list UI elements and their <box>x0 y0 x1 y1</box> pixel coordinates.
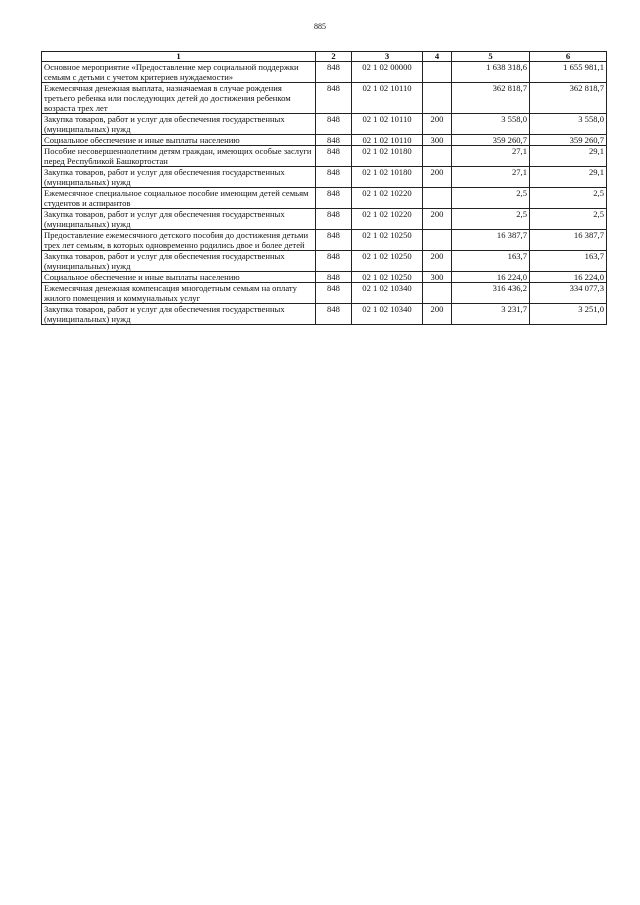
target-article-code: 02 1 02 10250 <box>352 272 423 283</box>
amount-year-2: 334 077,3 <box>530 283 607 304</box>
amount-year-2: 1 655 981,1 <box>530 62 607 83</box>
amount-year-2: 362 818,7 <box>530 83 607 114</box>
ministry-code: 848 <box>316 251 352 272</box>
target-article-code: 02 1 02 10180 <box>352 146 423 167</box>
expense-type-code <box>423 230 452 251</box>
target-article-code: 02 1 02 10340 <box>352 304 423 325</box>
ministry-code: 848 <box>316 83 352 114</box>
item-name: Основное мероприятие «Предоставление мер социальной поддержки семьям с детьми с учетом критериев нуждаемости» <box>42 62 316 83</box>
ministry-code: 848 <box>316 230 352 251</box>
amount-year-1: 359 260,7 <box>452 135 530 146</box>
amount-year-1: 362 818,7 <box>452 83 530 114</box>
column-header: 6 <box>530 52 607 62</box>
target-article-code: 02 1 02 00000 <box>352 62 423 83</box>
amount-year-2: 2,5 <box>530 188 607 209</box>
table-row <box>42 304 607 325</box>
expense-type-code: 200 <box>423 209 452 230</box>
amount-year-1: 27,1 <box>452 146 530 167</box>
item-name: Ежемесячное специальное социальное пособие имеющим детей семьям студентов и аспирантов <box>42 188 316 209</box>
expense-type-code <box>423 283 452 304</box>
expense-type-code <box>423 146 452 167</box>
table-row <box>42 83 607 114</box>
ministry-code: 848 <box>316 167 352 188</box>
table-header-row <box>42 52 607 62</box>
amount-year-1: 3 558,0 <box>452 114 530 135</box>
amount-year-1: 316 436,2 <box>452 283 530 304</box>
expense-type-code <box>423 62 452 83</box>
target-article-code: 02 1 02 10110 <box>352 83 423 114</box>
target-article-code: 02 1 02 10340 <box>352 283 423 304</box>
ministry-code: 848 <box>316 283 352 304</box>
ministry-code: 848 <box>316 272 352 283</box>
column-header: 2 <box>316 52 352 62</box>
ministry-code: 848 <box>316 188 352 209</box>
ministry-code: 848 <box>316 304 352 325</box>
table-row <box>42 230 607 251</box>
target-article-code: 02 1 02 10110 <box>352 114 423 135</box>
item-name: Социальное обеспечение и иные выплаты населению <box>42 135 316 146</box>
table-row <box>42 251 607 272</box>
amount-year-2: 359 260,7 <box>530 135 607 146</box>
amount-year-1: 16 224,0 <box>452 272 530 283</box>
item-name: Ежемесячная денежная выплата, назначаемая в случае рождения третьего ребенка или последующих детей до достижения ребенком возраста трех лет <box>42 83 316 114</box>
column-header: 3 <box>352 52 423 62</box>
table-row <box>42 272 607 283</box>
amount-year-1: 163,7 <box>452 251 530 272</box>
target-article-code: 02 1 02 10180 <box>352 167 423 188</box>
column-header: 5 <box>452 52 530 62</box>
amount-year-2: 163,7 <box>530 251 607 272</box>
ministry-code: 848 <box>316 62 352 83</box>
amount-year-1: 1 638 318,6 <box>452 62 530 83</box>
expense-type-code <box>423 83 452 114</box>
expense-type-code: 200 <box>423 167 452 188</box>
target-article-code: 02 1 02 10250 <box>352 230 423 251</box>
item-name: Закупка товаров, работ и услуг для обеспечения государственных (муниципальных) нужд <box>42 304 316 325</box>
target-article-code: 02 1 02 10110 <box>352 135 423 146</box>
amount-year-1: 2,5 <box>452 209 530 230</box>
amount-year-2: 16 387,7 <box>530 230 607 251</box>
item-name: Закупка товаров, работ и услуг для обеспечения государственных (муниципальных) нужд <box>42 167 316 188</box>
table-row <box>42 146 607 167</box>
column-header: 1 <box>42 52 316 62</box>
table-row <box>42 62 607 83</box>
expense-type-code: 300 <box>423 135 452 146</box>
table-row <box>42 114 607 135</box>
amount-year-1: 16 387,7 <box>452 230 530 251</box>
item-name: Закупка товаров, работ и услуг для обеспечения государственных (муниципальных) нужд <box>42 114 316 135</box>
amount-year-2: 29,1 <box>530 146 607 167</box>
amount-year-2: 3 558,0 <box>530 114 607 135</box>
amount-year-1: 27,1 <box>452 167 530 188</box>
table-row <box>42 283 607 304</box>
budget-table <box>41 51 607 325</box>
ministry-code: 848 <box>316 135 352 146</box>
target-article-code: 02 1 02 10220 <box>352 188 423 209</box>
amount-year-2: 16 224,0 <box>530 272 607 283</box>
table-row <box>42 188 607 209</box>
ministry-code: 848 <box>316 114 352 135</box>
expense-type-code: 200 <box>423 304 452 325</box>
expense-type-code <box>423 188 452 209</box>
amount-year-2: 2,5 <box>530 209 607 230</box>
table-row <box>42 167 607 188</box>
item-name: Закупка товаров, работ и услуг для обеспечения государственных (муниципальных) нужд <box>42 209 316 230</box>
item-name: Предоставление ежемесячного детского пособия до достижения детьми трех лет семьям, в которых одновременно родились двое и более детей <box>42 230 316 251</box>
expense-type-code: 300 <box>423 272 452 283</box>
expense-type-code: 200 <box>423 251 452 272</box>
expense-type-code: 200 <box>423 114 452 135</box>
column-header: 4 <box>423 52 452 62</box>
item-name: Ежемесячная денежная компенсация многодетным семьям на оплату жилого помещения и коммунальных услуг <box>42 283 316 304</box>
target-article-code: 02 1 02 10220 <box>352 209 423 230</box>
table-row <box>42 209 607 230</box>
table-body <box>42 62 607 325</box>
amount-year-1: 3 231,7 <box>452 304 530 325</box>
amount-year-2: 3 251,0 <box>530 304 607 325</box>
item-name: Закупка товаров, работ и услуг для обеспечения государственных (муниципальных) нужд <box>42 251 316 272</box>
ministry-code: 848 <box>316 209 352 230</box>
amount-year-1: 2,5 <box>452 188 530 209</box>
ministry-code: 848 <box>316 146 352 167</box>
amount-year-2: 29,1 <box>530 167 607 188</box>
item-name: Пособие несовершеннолетним детям граждан, имеющих особые заслуги перед Республикой Башкортостан <box>42 146 316 167</box>
table-row <box>42 135 607 146</box>
target-article-code: 02 1 02 10250 <box>352 251 423 272</box>
page-number: 885 <box>314 22 326 31</box>
item-name: Социальное обеспечение и иные выплаты населению <box>42 272 316 283</box>
